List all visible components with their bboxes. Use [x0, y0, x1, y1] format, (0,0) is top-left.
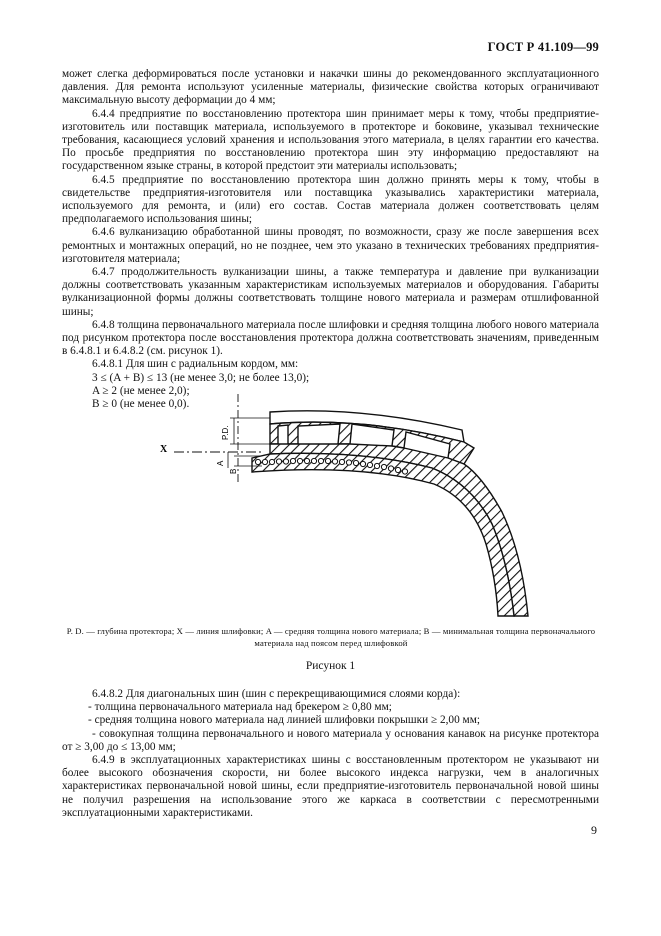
paragraph: 6.4.5 предприятие по восстановлению протектора шин должно принять меры к тому, чтобы в свидетельстве предприятия-изготовителя или поставщика указывались характеристики материала, используемого для ремонта, и (или) его состав. Состав материала должен соответствовать целям предполагаемого использования шины;: [62, 173, 599, 226]
paragraph: 6.4.6 вулканизацию обработанной шины проводят, по возможности, сразу же после завершения всех ремонтных и монтажных операций, но не позднее, чем это указано в технических требованиях предприятия-изготовителя материала;: [62, 226, 599, 265]
paragraph: 6.4.9 в эксплуатационных характеристиках шины с восстановленным протектором не указывают ни более высокого обозначения скорости, ни более высокого индекса нагрузки, чем в аналогичных характеристиках первоначальной новой шины, если предприятие-изготовитель первоначальной новой шины не получил разрешения на использование этого же каркаса в соответствии с пересмотренными эксплуатационными характеристиками.: [62, 754, 599, 819]
pd-label: P.D.: [221, 425, 230, 440]
a-label: A: [216, 460, 225, 466]
tire-cross-section-figure: [62, 394, 599, 624]
list-item: - совокупная толщина первоначального и нового материала у основания канавок на рисунке протектора от ≥ 3,00 до ≤ 13,00 мм;: [62, 727, 599, 753]
page-number: 9: [591, 823, 597, 837]
paragraph: 6.4.4 предприятие по восстановлению протектора шин принимает меры к тому, чтобы предприятие-изготовитель или поставщик материала, используемого в протекторе и боковине, указывал технические требования, касающиеся условий хранения и использования этого материала, в целях гарантии его качества. По просьбе предприятия по восстановлению протектора шин эту информацию предоставляют на государственном языке страны, в которой предстоит эти материалы использовать;: [62, 107, 599, 173]
formula-line: A ≥ 2 (не менее 2,0);: [92, 384, 190, 397]
paragraph: 6.4.7 продолжительность вулканизации шины, а также температура и давление при вулканизации должны соответствовать указанным характеристикам используемых материалов и оборудования. Габариты вулканизационной формы должны соответствовать толщине нового материала и размерам отшлифованной шины;: [62, 266, 599, 318]
tire-diagram: [62, 394, 599, 624]
paragraph: 6.4.8.1 Для шин с радиальным кордом, мм:: [92, 358, 299, 371]
list-item: - толщина первоначального материала над брекером ≥ 0,80 мм;: [88, 701, 392, 714]
paragraph: может слегка деформироваться после установки и накачки шины до рекомендованного эксплуатационного давления. Для ремонта используют усиленные материалы, физические свойства которых ограничивают максимальную высоту деформации до 4 мм;: [62, 68, 599, 107]
b-label: B: [229, 468, 238, 474]
formula-line: B ≥ 0 (не менее 0,0).: [92, 398, 190, 411]
paragraph: 6.4.8 толщина первоначального материала после шлифовки и средняя толщина любого нового материала под рисунком протектора после восстановления протектора должна соответствовать значениям, приведенным в 6.4.8.1 и 6.4.8.2 (см. рисунок 1).: [62, 318, 599, 358]
standard-header: ГОСТ Р 41.109—99: [487, 40, 599, 54]
formula-line: 3 ≤ (A + B) ≤ 13 (не менее 3,0; не более 13,0);: [92, 371, 310, 384]
figure-title: Рисунок 1: [305, 660, 356, 672]
figure-caption: P. D. — глубина протектора; X — линия шлифовки; A — средняя толщина нового материала; B — минимальная толщина первоначального материала над поясом перед шлифовкой: [66, 626, 596, 648]
list-item: - средняя толщина нового материала над линией шлифовки покрышки ≥ 2,00 мм;: [88, 714, 480, 727]
x-label: X: [160, 444, 168, 455]
body-text-top: [62, 68, 599, 411]
body-text-bottom: [62, 688, 599, 820]
paragraph: 6.4.8.2 Для диагональных шин (шин с перекрещивающимися слоями корда):: [92, 688, 461, 700]
